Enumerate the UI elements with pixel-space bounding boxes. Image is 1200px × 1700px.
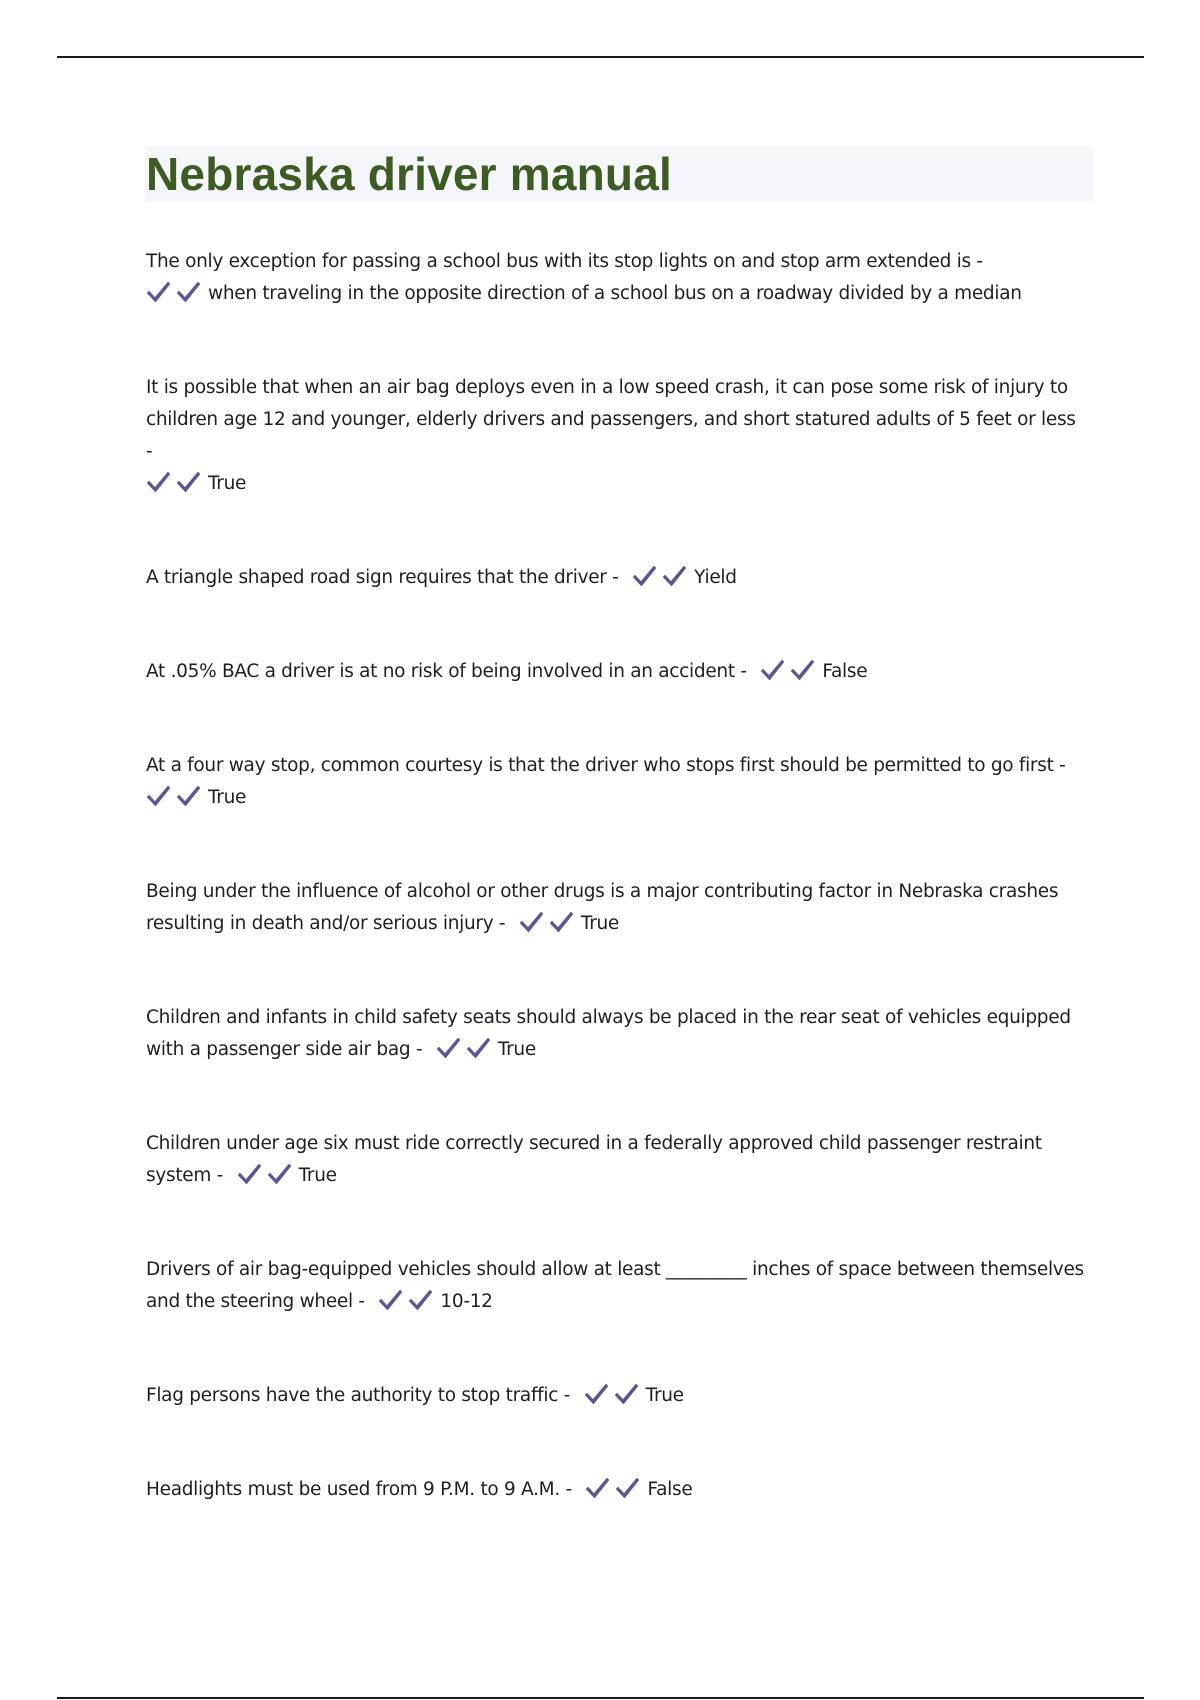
qa-question: Being under the influence of alcohol or other drugs is a major contributing factor in Nebraska crashes resulting in death and/or serious injury -: [146, 881, 1059, 934]
check-icon: [466, 1035, 492, 1059]
qa-question: Headlights must be used from 9 P.M. to 9 A.M. -: [146, 1479, 572, 1500]
check-icon: [436, 1035, 462, 1059]
check-icon: [408, 1287, 434, 1311]
top-rule: [57, 56, 1144, 58]
qa-question: Children and infants in child safety seats should always be placed in the rear seat of vehicles equipped with a passenger side air bag -: [146, 1007, 1071, 1060]
qa-answer: when traveling in the opposite direction of a school bus on a roadway divided by a median: [208, 283, 1022, 304]
qa-answer: True: [645, 1385, 684, 1406]
qa-answer: True: [580, 913, 620, 934]
double-check-icon: [585, 1475, 641, 1510]
check-icon: [176, 279, 202, 303]
qa-question: At a four way stop, common courtesy is that the driver who stops first should be permitted to go first -: [146, 755, 1066, 776]
check-icon: [790, 657, 816, 681]
double-check-icon: [632, 563, 688, 598]
double-check-icon: [378, 1287, 434, 1322]
document-title: Nebraska driver manual: [146, 148, 672, 200]
qa-question: It is possible that when an air bag deploys even in a low speed crash, it can pose some risk of injury to children age 12 and younger, elderly drivers and passengers, and short statured adults of 5 feet or less -: [146, 377, 1076, 462]
qa-item: [146, 876, 1086, 944]
qa-question: A triangle shaped road sign requires that the driver -: [146, 567, 619, 588]
qa-answer: 10-12: [440, 1291, 493, 1312]
qa-item: [146, 1474, 1086, 1510]
check-icon: [267, 1161, 293, 1185]
double-check-icon: [519, 909, 575, 944]
qa-answer: True: [208, 787, 247, 808]
check-icon: [662, 563, 688, 587]
qa-answer: False: [647, 1479, 693, 1500]
qa-question: Drivers of air bag-equipped vehicles should allow at least _________ inches of space between themselves and the steering wheel -: [146, 1259, 1084, 1312]
qa-item: [146, 246, 1086, 314]
qa-answer: True: [497, 1039, 536, 1060]
qa-item: [146, 1128, 1086, 1196]
bottom-rule: [57, 1697, 1144, 1699]
qa-item: [146, 1380, 1086, 1416]
qa-item: [146, 1254, 1086, 1322]
check-icon: [146, 469, 172, 493]
check-icon: [146, 279, 172, 303]
double-check-icon: [146, 279, 202, 314]
check-icon: [176, 469, 202, 493]
qa-answer: True: [298, 1165, 337, 1186]
double-check-icon: [237, 1161, 293, 1196]
qa-item: [146, 750, 1086, 818]
qa-question: The only exception for passing a school bus with its stop lights on and stop arm extended is -: [146, 251, 983, 272]
qa-question: Children under age six must ride correctly secured in a federally approved child passenger restraint system -: [146, 1133, 1042, 1186]
double-check-icon: [436, 1035, 492, 1070]
check-icon: [760, 657, 786, 681]
check-icon: [237, 1161, 263, 1185]
qa-list: [146, 246, 1086, 1510]
check-icon: [632, 563, 658, 587]
double-check-icon: [760, 657, 816, 692]
check-icon: [519, 909, 545, 933]
double-check-icon: [584, 1381, 640, 1416]
qa-answer: False: [822, 661, 868, 682]
double-check-icon: [146, 783, 202, 818]
check-icon: [549, 909, 575, 933]
qa-answer: Yield: [694, 567, 737, 588]
qa-item: [146, 656, 1086, 692]
check-icon: [584, 1381, 610, 1405]
qa-question: At .05% BAC a driver is at no risk of being involved in an accident -: [146, 661, 747, 682]
check-icon: [615, 1475, 641, 1499]
check-icon: [585, 1475, 611, 1499]
double-check-icon: [146, 469, 202, 504]
qa-item: [146, 562, 1086, 598]
check-icon: [146, 783, 172, 807]
qa-question: Flag persons have the authority to stop traffic -: [146, 1385, 571, 1406]
qa-item: [146, 372, 1086, 504]
check-icon: [614, 1381, 640, 1405]
qa-item: [146, 1002, 1086, 1070]
check-icon: [378, 1287, 404, 1311]
qa-answer: True: [208, 473, 247, 494]
check-icon: [176, 783, 202, 807]
